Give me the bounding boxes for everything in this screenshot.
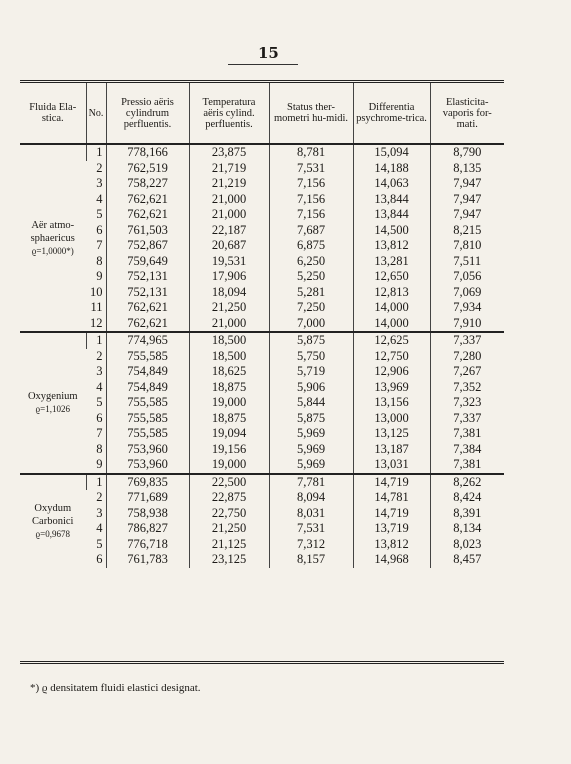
temperatura-cell: 18,094 bbox=[189, 285, 269, 301]
row-number: 1 bbox=[86, 474, 106, 491]
status-cell: 5,719 bbox=[269, 364, 353, 380]
table-row bbox=[20, 490, 504, 506]
pressio-cell: 762,621 bbox=[106, 300, 189, 316]
row-number: 9 bbox=[96, 457, 103, 471]
temperatura-cell: 23,125 bbox=[189, 552, 269, 568]
pressio-cell: 753,960 bbox=[106, 442, 189, 458]
elasticitas-cell: 7,352 bbox=[430, 380, 504, 396]
differentia-cell: 12,625 bbox=[353, 332, 430, 349]
differentia-cell: 12,650 bbox=[353, 269, 430, 285]
temperatura-cell: 19,000 bbox=[189, 457, 269, 474]
differentia-cell: 13,156 bbox=[353, 395, 430, 411]
status-cell: 7,781 bbox=[269, 474, 353, 491]
elasticitas-cell: 7,934 bbox=[430, 300, 504, 316]
status-cell: 5,969 bbox=[269, 442, 353, 458]
table-row bbox=[20, 380, 504, 396]
differentia-cell: 14,781 bbox=[353, 490, 430, 506]
pressio-cell: 774,965 bbox=[106, 332, 189, 349]
differentia-cell: 14,188 bbox=[353, 161, 430, 177]
differentia-cell: 12,906 bbox=[353, 364, 430, 380]
pressio-cell: 778,166 bbox=[106, 144, 189, 161]
table-row bbox=[20, 552, 504, 568]
temperatura-cell: 20,687 bbox=[189, 238, 269, 254]
row-number: 5 bbox=[96, 207, 103, 221]
elasticitas-cell: 7,056 bbox=[430, 269, 504, 285]
elasticitas-cell: 7,337 bbox=[430, 332, 504, 349]
pressio-cell: 762,621 bbox=[106, 207, 189, 223]
status-cell: 5,250 bbox=[269, 269, 353, 285]
status-cell: 7,250 bbox=[269, 300, 353, 316]
table-row bbox=[20, 442, 504, 458]
fluid-name: Oxydum Carbonici bbox=[32, 502, 74, 527]
pressio-cell: 762,621 bbox=[106, 316, 189, 333]
temperatura-cell: 18,500 bbox=[189, 349, 269, 365]
elasticitas-cell: 7,810 bbox=[430, 238, 504, 254]
elasticitas-cell: 7,511 bbox=[430, 254, 504, 270]
header-fluida: Fluida Ela-stica. bbox=[20, 82, 86, 145]
temperatura-cell: 23,875 bbox=[189, 144, 269, 161]
temperatura-cell: 19,094 bbox=[189, 426, 269, 442]
footnote: *) ϱ densitatem fluidi elastici designat. bbox=[30, 682, 201, 694]
status-cell: 7,312 bbox=[269, 537, 353, 553]
table-row bbox=[20, 411, 504, 427]
temperatura-cell: 18,875 bbox=[189, 380, 269, 396]
header-number: No. bbox=[86, 82, 106, 145]
table-row bbox=[20, 176, 504, 192]
row-number: 2 bbox=[96, 490, 103, 504]
status-cell: 7,000 bbox=[269, 316, 353, 333]
table-row bbox=[20, 269, 504, 285]
differentia-cell: 14,719 bbox=[353, 506, 430, 522]
differentia-cell: 14,063 bbox=[353, 176, 430, 192]
table-row bbox=[20, 364, 504, 380]
pressio-cell: 758,938 bbox=[106, 506, 189, 522]
psychrometric-table bbox=[20, 80, 504, 568]
status-cell: 5,281 bbox=[269, 285, 353, 301]
elasticitas-cell: 7,947 bbox=[430, 192, 504, 208]
pressio-cell: 762,621 bbox=[106, 192, 189, 208]
row-number: 4 bbox=[96, 191, 103, 206]
pressio-cell: 755,585 bbox=[106, 349, 189, 365]
row-number: 7 bbox=[96, 426, 103, 440]
table-row bbox=[20, 223, 504, 239]
temperatura-cell: 22,187 bbox=[189, 223, 269, 239]
status-cell: 8,157 bbox=[269, 552, 353, 568]
pressio-cell: 786,827 bbox=[106, 521, 189, 537]
elasticitas-cell: 8,135 bbox=[430, 161, 504, 177]
header-row bbox=[20, 82, 504, 145]
status-cell: 5,906 bbox=[269, 380, 353, 396]
table-row bbox=[20, 161, 504, 177]
temperatura-cell: 21,250 bbox=[189, 521, 269, 537]
status-cell: 7,531 bbox=[269, 521, 353, 537]
row-number: 12 bbox=[90, 315, 103, 330]
row-number: 3 bbox=[96, 505, 103, 520]
differentia-cell: 13,031 bbox=[353, 457, 430, 474]
status-cell: 5,969 bbox=[269, 457, 353, 474]
table-bottom-rule bbox=[20, 661, 504, 667]
elasticitas-cell: 8,424 bbox=[430, 490, 504, 506]
row-number: 2 bbox=[96, 348, 103, 363]
pressio-cell: 752,131 bbox=[106, 269, 189, 285]
status-cell: 6,875 bbox=[269, 238, 353, 254]
elasticitas-cell: 8,391 bbox=[430, 506, 504, 522]
fluid-density: ϱ=0,9678 bbox=[35, 528, 70, 539]
differentia-cell: 14,719 bbox=[353, 474, 430, 491]
elasticitas-cell: 7,381 bbox=[430, 426, 504, 442]
temperatura-cell: 18,500 bbox=[189, 332, 269, 349]
table-row bbox=[20, 238, 504, 254]
elasticitas-cell: 8,790 bbox=[430, 144, 504, 161]
table-row bbox=[20, 537, 504, 553]
status-cell: 5,875 bbox=[269, 332, 353, 349]
pressio-cell: 758,227 bbox=[106, 176, 189, 192]
pressio-cell: 761,503 bbox=[106, 223, 189, 239]
table-row bbox=[20, 207, 504, 223]
temperatura-cell: 21,000 bbox=[189, 192, 269, 208]
fluid-name: Oxygenium bbox=[27, 390, 78, 402]
table-row bbox=[20, 300, 504, 316]
differentia-cell: 13,187 bbox=[353, 442, 430, 458]
status-cell: 6,250 bbox=[269, 254, 353, 270]
status-cell: 5,969 bbox=[269, 426, 353, 442]
row-number: 2 bbox=[96, 160, 103, 175]
status-cell: 7,156 bbox=[269, 192, 353, 208]
table-row bbox=[20, 316, 504, 333]
status-cell: 5,844 bbox=[269, 395, 353, 411]
table-row bbox=[20, 192, 504, 208]
table-row bbox=[20, 474, 504, 491]
pressio-cell: 755,585 bbox=[106, 426, 189, 442]
differentia-cell: 12,813 bbox=[353, 285, 430, 301]
page-number: 15 bbox=[258, 44, 279, 62]
fluid-density: ϱ=1,1026 bbox=[35, 403, 70, 414]
temperatura-cell: 19,156 bbox=[189, 442, 269, 458]
status-cell: 8,031 bbox=[269, 506, 353, 522]
pressio-cell: 761,783 bbox=[106, 552, 189, 568]
elasticitas-cell: 7,947 bbox=[430, 176, 504, 192]
elasticitas-cell: 8,262 bbox=[430, 474, 504, 491]
elasticitas-cell: 7,337 bbox=[430, 411, 504, 427]
status-cell: 7,156 bbox=[269, 207, 353, 223]
temperatura-cell: 17,906 bbox=[189, 269, 269, 285]
status-cell: 5,750 bbox=[269, 349, 353, 365]
row-number: 9 bbox=[96, 269, 103, 283]
table-row bbox=[20, 457, 504, 474]
row-number: 11 bbox=[90, 300, 103, 314]
differentia-cell: 13,844 bbox=[353, 192, 430, 208]
table-row bbox=[20, 426, 504, 442]
elasticitas-cell: 8,457 bbox=[430, 552, 504, 568]
header-differentia: Differentia psychrome-trica. bbox=[353, 82, 430, 145]
temperatura-cell: 22,875 bbox=[189, 490, 269, 506]
row-number: 1 bbox=[86, 144, 106, 161]
status-cell: 8,781 bbox=[269, 144, 353, 161]
status-cell: 7,156 bbox=[269, 176, 353, 192]
elasticitas-cell: 7,267 bbox=[430, 364, 504, 380]
pressio-cell: 753,960 bbox=[106, 457, 189, 474]
row-number: 1 bbox=[86, 332, 106, 349]
temperatura-cell: 21,250 bbox=[189, 300, 269, 316]
table-body bbox=[20, 144, 504, 568]
differentia-cell: 13,719 bbox=[353, 521, 430, 537]
row-number: 6 bbox=[96, 552, 103, 566]
row-number: 3 bbox=[96, 364, 103, 378]
data-table-container bbox=[20, 80, 504, 568]
row-number: 10 bbox=[90, 284, 103, 299]
fluid-name: Aër atmo-sphaericus bbox=[30, 219, 75, 244]
elasticitas-cell: 7,947 bbox=[430, 207, 504, 223]
differentia-cell: 13,000 bbox=[353, 411, 430, 427]
row-number: 4 bbox=[96, 521, 103, 535]
temperatura-cell: 21,000 bbox=[189, 316, 269, 333]
row-number: 4 bbox=[96, 379, 103, 394]
row-number: 5 bbox=[96, 395, 103, 409]
elasticitas-cell: 7,384 bbox=[430, 442, 504, 458]
temperatura-cell: 21,125 bbox=[189, 537, 269, 553]
fluid-group-label bbox=[20, 144, 86, 332]
differentia-cell: 14,500 bbox=[353, 223, 430, 239]
table-row bbox=[20, 349, 504, 365]
pressio-cell: 759,649 bbox=[106, 254, 189, 270]
temperatura-cell: 18,875 bbox=[189, 411, 269, 427]
row-number: 6 bbox=[96, 222, 103, 237]
elasticitas-cell: 7,910 bbox=[430, 316, 504, 333]
temperatura-cell: 22,750 bbox=[189, 506, 269, 522]
pressio-cell: 769,835 bbox=[106, 474, 189, 491]
pressio-cell: 755,585 bbox=[106, 411, 189, 427]
temperatura-cell: 18,625 bbox=[189, 364, 269, 380]
temperatura-cell: 21,000 bbox=[189, 207, 269, 223]
elasticitas-cell: 7,280 bbox=[430, 349, 504, 365]
differentia-cell: 14,000 bbox=[353, 316, 430, 333]
row-number: 5 bbox=[96, 536, 103, 551]
status-cell: 8,094 bbox=[269, 490, 353, 506]
pressio-cell: 776,718 bbox=[106, 537, 189, 553]
table-row bbox=[20, 332, 504, 349]
temperatura-cell: 19,000 bbox=[189, 395, 269, 411]
status-cell: 7,687 bbox=[269, 223, 353, 239]
row-number: 3 bbox=[96, 176, 103, 190]
elasticitas-cell: 8,023 bbox=[430, 537, 504, 553]
temperatura-cell: 21,719 bbox=[189, 161, 269, 177]
elasticitas-cell: 8,134 bbox=[430, 521, 504, 537]
temperatura-cell: 21,219 bbox=[189, 176, 269, 192]
differentia-cell: 15,094 bbox=[353, 144, 430, 161]
differentia-cell: 13,812 bbox=[353, 238, 430, 254]
differentia-cell: 12,750 bbox=[353, 349, 430, 365]
table-row bbox=[20, 285, 504, 301]
fluid-group-label bbox=[20, 332, 86, 474]
header-elasticitas: Elasticita-vaporis for-mati. bbox=[430, 82, 504, 145]
differentia-cell: 13,125 bbox=[353, 426, 430, 442]
pressio-cell: 762,519 bbox=[106, 161, 189, 177]
differentia-cell: 13,969 bbox=[353, 380, 430, 396]
pressio-cell: 754,849 bbox=[106, 380, 189, 396]
pressio-cell: 752,131 bbox=[106, 285, 189, 301]
table-row bbox=[20, 144, 504, 161]
header-temperatura: Temperatura aëris cylind. perfluentis. bbox=[189, 82, 269, 145]
row-number: 7 bbox=[96, 238, 103, 252]
header-status-thermometri: Status ther-mometri hu-midi. bbox=[269, 82, 353, 145]
differentia-cell: 14,968 bbox=[353, 552, 430, 568]
table-row bbox=[20, 395, 504, 411]
page-number-rule bbox=[228, 64, 298, 65]
pressio-cell: 752,867 bbox=[106, 238, 189, 254]
header-pressio: Pressio aëris cylindrum perfluentis. bbox=[106, 82, 189, 145]
differentia-cell: 13,812 bbox=[353, 537, 430, 553]
temperatura-cell: 22,500 bbox=[189, 474, 269, 491]
differentia-cell: 14,000 bbox=[353, 300, 430, 316]
status-cell: 5,875 bbox=[269, 411, 353, 427]
table-row bbox=[20, 254, 504, 270]
elasticitas-cell: 7,381 bbox=[430, 457, 504, 474]
differentia-cell: 13,281 bbox=[353, 254, 430, 270]
differentia-cell: 13,844 bbox=[353, 207, 430, 223]
table-row bbox=[20, 521, 504, 537]
row-number: 8 bbox=[96, 253, 103, 268]
fluid-group-label bbox=[20, 474, 86, 568]
pressio-cell: 771,689 bbox=[106, 490, 189, 506]
pressio-cell: 754,849 bbox=[106, 364, 189, 380]
status-cell: 7,531 bbox=[269, 161, 353, 177]
fluid-density: ϱ=1,0000*) bbox=[31, 245, 74, 256]
temperatura-cell: 19,531 bbox=[189, 254, 269, 270]
row-number: 6 bbox=[96, 410, 103, 425]
elasticitas-cell: 7,323 bbox=[430, 395, 504, 411]
pressio-cell: 755,585 bbox=[106, 395, 189, 411]
row-number: 8 bbox=[96, 441, 103, 456]
elasticitas-cell: 7,069 bbox=[430, 285, 504, 301]
table-row bbox=[20, 506, 504, 522]
elasticitas-cell: 8,215 bbox=[430, 223, 504, 239]
